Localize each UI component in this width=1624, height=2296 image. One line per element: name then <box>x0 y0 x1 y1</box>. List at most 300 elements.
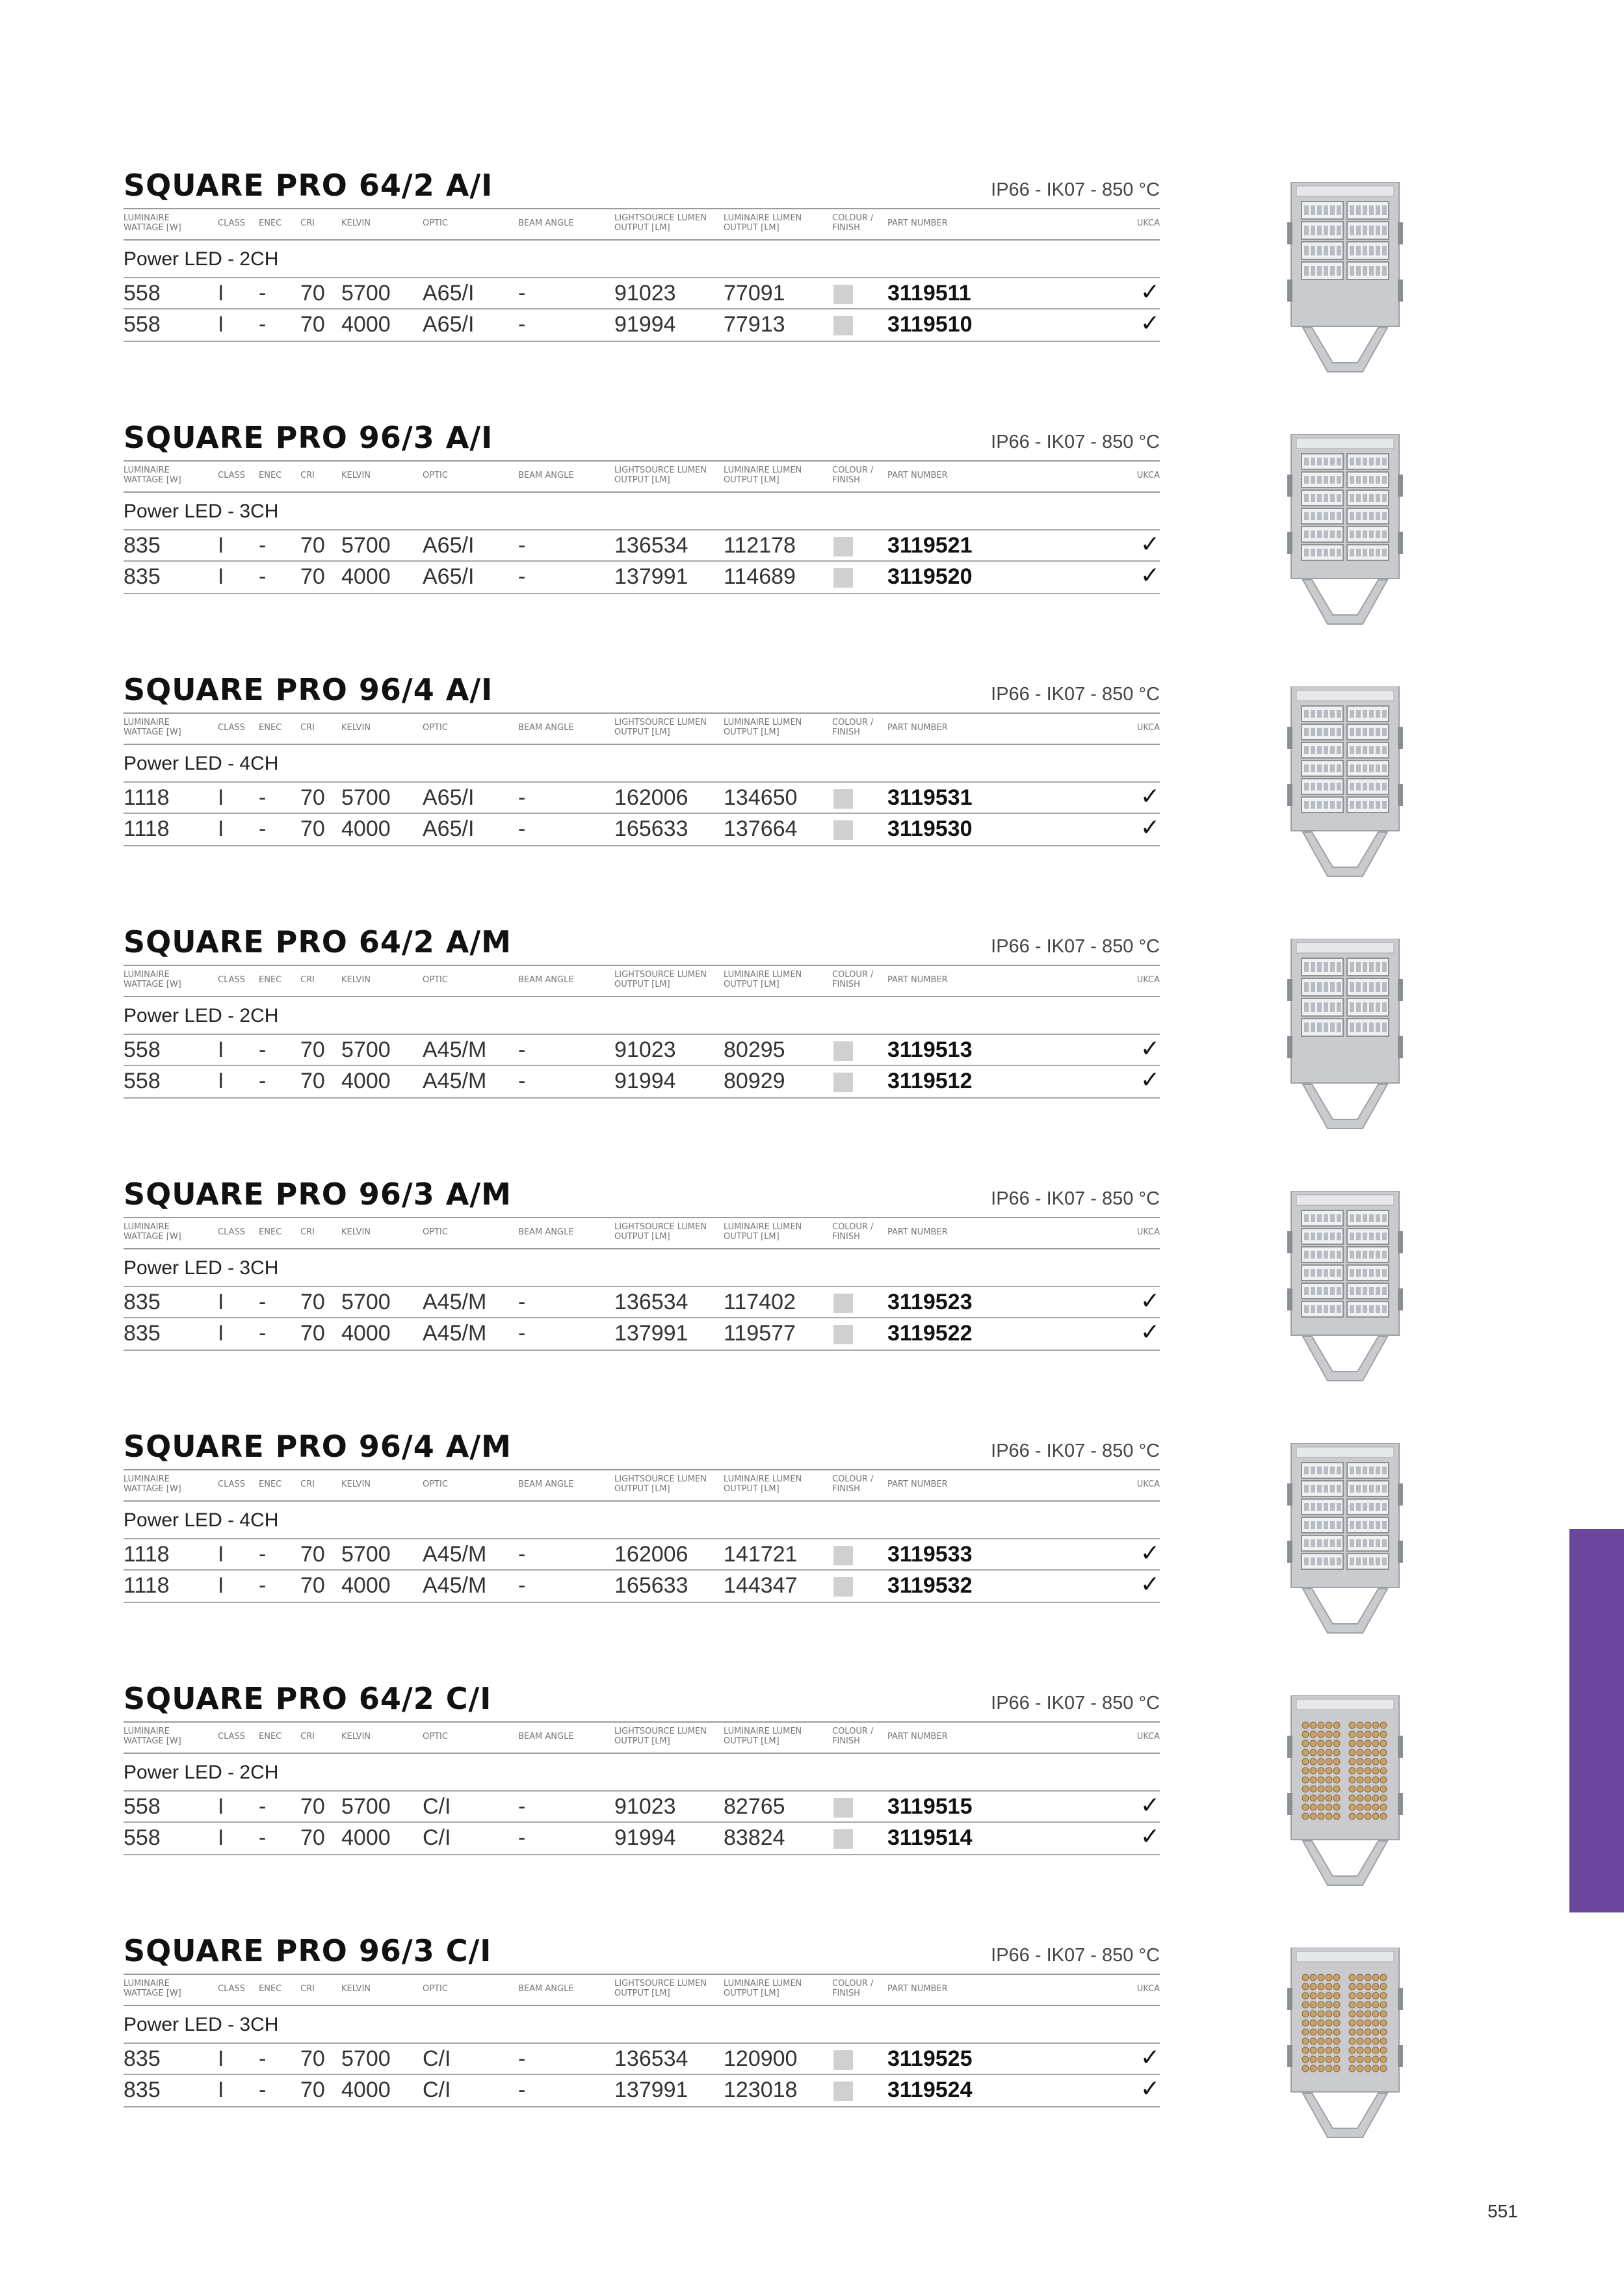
col-beam-angle: BEAM ANGLE <box>518 1732 574 1742</box>
col-luminaire-wattage <box>124 465 181 485</box>
cell-lightsource-lumen: 136534 <box>614 533 688 558</box>
col-lightsource-lumen-line2: OUTPUT [LM] <box>614 1232 670 1242</box>
col-colour-finish-line2: FINISH <box>832 1736 860 1746</box>
table-row <box>124 1569 1160 1603</box>
chapter-tab <box>1569 1529 1624 1912</box>
cell-wattage: 1118 <box>124 785 170 810</box>
cell-part-number: 3119523 <box>887 1290 973 1314</box>
col-optic: OPTIC <box>423 975 448 985</box>
col-luminaire-wattage <box>124 1222 181 1242</box>
table-header <box>124 1721 1160 1754</box>
col-optic: OPTIC <box>423 1732 448 1742</box>
check-icon: ✓ <box>1140 309 1160 336</box>
col-class: CLASS <box>218 471 246 480</box>
cell-beam-angle: - <box>518 1573 526 1598</box>
cell-class: I <box>218 533 224 558</box>
protection-rating: IP66 - IK07 - 850 °C <box>991 1441 1160 1461</box>
cell-class: I <box>218 785 224 810</box>
cell-wattage: 835 <box>124 2078 161 2102</box>
col-part-number: PART NUMBER <box>887 1732 948 1742</box>
table-header <box>124 712 1160 745</box>
table-header <box>124 460 1160 493</box>
col-luminaire-wattage <box>124 1474 181 1494</box>
check-icon: ✓ <box>1140 2044 1160 2070</box>
product-title: SQUARE PRO 96/4 A/I <box>124 672 493 707</box>
product-thumbnail <box>1287 1948 1403 2139</box>
col-luminaire-lumen <box>724 1979 802 1998</box>
cell-optic: A65/I <box>423 785 475 810</box>
table-row <box>124 2074 1160 2107</box>
col-kelvin: KELVIN <box>341 218 371 228</box>
col-luminaire-wattage-line2: WATTAGE [W] <box>124 475 181 485</box>
product-section <box>124 924 1160 1119</box>
col-luminaire-wattage-line2: WATTAGE [W] <box>124 1736 181 1746</box>
cell-kelvin: 4000 <box>341 2078 391 2102</box>
col-luminaire-wattage-line1: LUMINAIRE <box>124 1474 170 1484</box>
col-luminaire-wattage-line1: LUMINAIRE <box>124 718 170 727</box>
cell-optic: C/I <box>423 2046 451 2071</box>
cell-lightsource-lumen: 136534 <box>614 1290 688 1314</box>
col-colour-finish-line1: COLOUR / <box>832 1979 874 1989</box>
check-icon: ✓ <box>1140 1823 1160 1849</box>
cell-beam-angle: - <box>518 816 526 841</box>
col-ukca: UKCA <box>1136 1984 1160 1994</box>
cell-class: I <box>218 281 224 306</box>
cell-optic: C/I <box>423 1825 451 1850</box>
col-enec: ENEC <box>259 1732 282 1742</box>
check-icon: ✓ <box>1140 530 1160 557</box>
cell-part-number: 3119521 <box>887 533 973 558</box>
cell-class: I <box>218 1573 224 1598</box>
col-ukca: UKCA <box>1136 1480 1160 1489</box>
cell-enec: - <box>259 1037 267 1062</box>
col-luminaire-lumen <box>724 465 802 485</box>
table-header <box>124 1217 1160 1249</box>
cell-enec: - <box>259 1825 267 1850</box>
col-kelvin: KELVIN <box>341 1984 371 1994</box>
cell-luminaire-lumen: 137664 <box>724 816 798 841</box>
col-optic: OPTIC <box>423 723 448 733</box>
cell-beam-angle: - <box>518 1069 526 1093</box>
col-luminaire-lumen-line1: LUMINAIRE LUMEN <box>724 718 802 727</box>
col-luminaire-wattage <box>124 970 181 989</box>
cell-class: I <box>218 1069 224 1093</box>
cell-wattage: 558 <box>124 281 161 306</box>
col-beam-angle: BEAM ANGLE <box>518 218 574 228</box>
cell-optic: A65/I <box>423 564 475 589</box>
col-enec: ENEC <box>259 1227 282 1237</box>
cell-class: I <box>218 1037 224 1062</box>
table-row <box>124 1065 1160 1099</box>
table-row <box>124 308 1160 342</box>
check-icon: ✓ <box>1140 2075 1160 2102</box>
led-group-label: Power LED - 4CH <box>124 1509 279 1531</box>
col-luminaire-wattage-line2: WATTAGE [W] <box>124 980 181 989</box>
led-group-label: Power LED - 3CH <box>124 501 279 522</box>
cell-beam-angle: - <box>518 533 526 558</box>
col-luminaire-wattage-line2: WATTAGE [W] <box>124 1989 181 1998</box>
cell-luminaire-lumen: 117402 <box>724 1290 796 1314</box>
cell-luminaire-lumen: 123018 <box>724 2078 798 2102</box>
cell-wattage: 558 <box>124 312 161 337</box>
col-lightsource-lumen-line2: OUTPUT [LM] <box>614 980 670 989</box>
cell-luminaire-lumen: 80929 <box>724 1069 785 1093</box>
cell-wattage: 1118 <box>124 816 170 841</box>
col-lightsource-lumen-line2: OUTPUT [LM] <box>614 1484 670 1494</box>
col-luminaire-lumen-line1: LUMINAIRE LUMEN <box>724 465 802 475</box>
col-cri: CRI <box>300 723 315 733</box>
col-colour-finish-line1: COLOUR / <box>832 718 874 727</box>
col-class: CLASS <box>218 723 246 733</box>
table-header <box>124 208 1160 241</box>
col-part-number: PART NUMBER <box>887 1480 948 1489</box>
cell-enec: - <box>259 1794 267 1819</box>
col-luminaire-wattage-line2: WATTAGE [W] <box>124 1484 181 1494</box>
col-lightsource-lumen-line1: LIGHTSOURCE LUMEN <box>614 718 707 727</box>
col-colour-finish-line2: FINISH <box>832 980 860 989</box>
product-title: SQUARE PRO 96/3 C/I <box>124 1933 492 1968</box>
cell-optic: A45/M <box>423 1542 487 1567</box>
col-optic: OPTIC <box>423 1480 448 1489</box>
col-enec: ENEC <box>259 218 282 228</box>
col-luminaire-lumen-line2: OUTPUT [LM] <box>724 1989 779 1998</box>
cell-class: I <box>218 1794 224 1819</box>
cell-lightsource-lumen: 91994 <box>614 312 676 337</box>
cell-wattage: 558 <box>124 1069 161 1093</box>
table-row <box>124 560 1160 594</box>
col-luminaire-wattage-line1: LUMINAIRE <box>124 1222 170 1232</box>
product-title: SQUARE PRO 96/3 A/M <box>124 1177 512 1212</box>
col-enec: ENEC <box>259 471 282 480</box>
cell-optic: C/I <box>423 1794 451 1819</box>
cell-luminaire-lumen: 141721 <box>724 1542 798 1567</box>
cell-kelvin: 5700 <box>341 1542 391 1567</box>
product-section <box>124 168 1160 363</box>
protection-rating: IP66 - IK07 - 850 °C <box>991 179 1160 200</box>
cell-cri: 70 <box>300 1069 325 1093</box>
cell-kelvin: 4000 <box>341 1069 391 1093</box>
product-title: SQUARE PRO 64/2 C/I <box>124 1681 492 1716</box>
cell-enec: - <box>259 1542 267 1567</box>
cell-luminaire-lumen: 114689 <box>724 564 796 589</box>
protection-rating: IP66 - IK07 - 850 °C <box>991 684 1160 705</box>
col-colour-finish-line1: COLOUR / <box>832 1222 874 1232</box>
cell-cri: 70 <box>300 785 325 810</box>
col-luminaire-lumen <box>724 1222 802 1242</box>
cell-beam-angle: - <box>518 1037 526 1062</box>
floodlight-product-image <box>1287 1948 1403 2139</box>
colour-swatch <box>833 568 853 588</box>
cell-class: I <box>218 816 224 841</box>
check-icon: ✓ <box>1140 783 1160 809</box>
protection-rating: IP66 - IK07 - 850 °C <box>991 1693 1160 1714</box>
col-part-number: PART NUMBER <box>887 218 948 228</box>
cell-lightsource-lumen: 165633 <box>614 816 688 841</box>
protection-rating: IP66 - IK07 - 850 °C <box>991 1188 1160 1209</box>
col-luminaire-lumen-line1: LUMINAIRE LUMEN <box>724 970 802 980</box>
col-colour-finish-line2: FINISH <box>832 1989 860 1998</box>
floodlight-product-image <box>1287 1443 1403 1635</box>
cell-wattage: 835 <box>124 564 161 589</box>
table-row <box>124 277 1160 309</box>
cell-part-number: 3119531 <box>887 785 973 810</box>
col-ukca: UKCA <box>1136 471 1160 480</box>
col-enec: ENEC <box>259 975 282 985</box>
cell-enec: - <box>259 1069 267 1093</box>
colour-swatch <box>833 789 853 809</box>
col-lightsource-lumen-line1: LIGHTSOURCE LUMEN <box>614 1979 707 1989</box>
cell-wattage: 1118 <box>124 1573 170 1598</box>
cell-beam-angle: - <box>518 312 526 337</box>
col-class: CLASS <box>218 1227 246 1237</box>
col-class: CLASS <box>218 1732 246 1742</box>
cell-beam-angle: - <box>518 1794 526 1819</box>
cell-luminaire-lumen: 112178 <box>724 533 796 558</box>
col-lightsource-lumen <box>614 213 707 233</box>
col-cri: CRI <box>300 1227 315 1237</box>
product-section <box>124 1177 1160 1372</box>
cell-lightsource-lumen: 162006 <box>614 785 688 810</box>
cell-optic: A45/M <box>423 1290 487 1314</box>
cell-enec: - <box>259 564 267 589</box>
col-lightsource-lumen-line2: OUTPUT [LM] <box>614 727 670 737</box>
col-beam-angle: BEAM ANGLE <box>518 723 574 733</box>
col-lightsource-lumen-line2: OUTPUT [LM] <box>614 475 670 485</box>
col-luminaire-lumen <box>724 213 802 233</box>
cell-kelvin: 4000 <box>341 1573 391 1598</box>
col-luminaire-wattage <box>124 1979 181 1998</box>
col-part-number: PART NUMBER <box>887 1227 948 1237</box>
colour-swatch <box>833 1546 853 1565</box>
cell-kelvin: 4000 <box>341 312 391 337</box>
check-icon: ✓ <box>1140 814 1160 841</box>
col-lightsource-lumen <box>614 718 707 737</box>
colour-swatch <box>833 1073 853 1092</box>
cell-luminaire-lumen: 134650 <box>724 785 798 810</box>
table-row <box>124 1317 1160 1351</box>
cell-part-number: 3119515 <box>887 1794 973 1819</box>
col-ukca: UKCA <box>1136 1227 1160 1237</box>
col-luminaire-wattage <box>124 213 181 233</box>
table-row <box>124 813 1160 846</box>
col-beam-angle: BEAM ANGLE <box>518 975 574 985</box>
product-title: SQUARE PRO 64/2 A/I <box>124 168 493 203</box>
table-row <box>124 2042 1160 2075</box>
cell-optic: A45/M <box>423 1573 487 1598</box>
cell-wattage: 1118 <box>124 1542 170 1567</box>
col-lightsource-lumen-line1: LIGHTSOURCE LUMEN <box>614 213 707 223</box>
cell-cri: 70 <box>300 2078 325 2102</box>
colour-swatch <box>833 2050 853 2070</box>
cell-enec: - <box>259 2046 267 2071</box>
cell-part-number: 3119524 <box>887 2078 973 2102</box>
cell-part-number: 3119520 <box>887 564 973 589</box>
product-thumbnail <box>1287 1191 1403 1383</box>
col-colour-finish-line2: FINISH <box>832 1484 860 1494</box>
cell-part-number: 3119525 <box>887 2046 973 2071</box>
product-title: SQUARE PRO 64/2 A/M <box>124 924 512 959</box>
cell-luminaire-lumen: 119577 <box>724 1321 796 1346</box>
cell-cri: 70 <box>300 1321 325 1346</box>
col-luminaire-wattage-line1: LUMINAIRE <box>124 1727 170 1736</box>
colour-swatch <box>833 1829 853 1849</box>
col-luminaire-lumen-line1: LUMINAIRE LUMEN <box>724 1474 802 1484</box>
col-luminaire-lumen-line2: OUTPUT [LM] <box>724 727 779 737</box>
check-icon: ✓ <box>1140 562 1160 588</box>
col-kelvin: KELVIN <box>341 1732 371 1742</box>
table-row <box>124 781 1160 814</box>
col-lightsource-lumen-line1: LIGHTSOURCE LUMEN <box>614 1727 707 1736</box>
check-icon: ✓ <box>1140 1571 1160 1597</box>
cell-cri: 70 <box>300 1825 325 1850</box>
cell-kelvin: 5700 <box>341 1037 391 1062</box>
protection-rating: IP66 - IK07 - 850 °C <box>991 432 1160 452</box>
colour-swatch <box>833 820 853 840</box>
col-lightsource-lumen <box>614 1222 707 1242</box>
cell-enec: - <box>259 2078 267 2102</box>
col-luminaire-wattage-line2: WATTAGE [W] <box>124 727 181 737</box>
col-kelvin: KELVIN <box>341 1227 371 1237</box>
cell-class: I <box>218 312 224 337</box>
col-beam-angle: BEAM ANGLE <box>518 471 574 480</box>
floodlight-product-image <box>1287 1191 1403 1383</box>
cell-class: I <box>218 1542 224 1567</box>
floodlight-product-image <box>1287 182 1403 374</box>
check-icon: ✓ <box>1140 1287 1160 1314</box>
col-class: CLASS <box>218 1984 246 1994</box>
product-thumbnail <box>1287 1695 1403 1887</box>
col-lightsource-lumen <box>614 465 707 485</box>
col-colour-finish-line1: COLOUR / <box>832 1474 874 1484</box>
col-luminaire-lumen-line2: OUTPUT [LM] <box>724 980 779 989</box>
cell-class: I <box>218 1321 224 1346</box>
col-cri: CRI <box>300 218 315 228</box>
cell-optic: A45/M <box>423 1037 487 1062</box>
cell-enec: - <box>259 1321 267 1346</box>
col-optic: OPTIC <box>423 218 448 228</box>
col-lightsource-lumen-line2: OUTPUT [LM] <box>614 1989 670 1998</box>
cell-beam-angle: - <box>518 281 526 306</box>
cell-kelvin: 4000 <box>341 564 391 589</box>
cell-optic: A65/I <box>423 281 475 306</box>
col-enec: ENEC <box>259 1480 282 1489</box>
col-cri: CRI <box>300 975 315 985</box>
cell-luminaire-lumen: 77091 <box>724 281 785 306</box>
colour-swatch <box>833 2081 853 2101</box>
cell-class: I <box>218 2078 224 2102</box>
cell-optic: A45/M <box>423 1321 487 1346</box>
product-section <box>124 1933 1160 2128</box>
cell-part-number: 3119530 <box>887 816 973 841</box>
colour-swatch <box>833 1041 853 1061</box>
col-colour-finish <box>832 1727 873 1746</box>
col-class: CLASS <box>218 1480 246 1489</box>
cell-lightsource-lumen: 91023 <box>614 1794 676 1819</box>
cell-beam-angle: - <box>518 564 526 589</box>
product-section <box>124 672 1160 867</box>
col-cri: CRI <box>300 1984 315 1994</box>
cell-enec: - <box>259 1290 267 1314</box>
check-icon: ✓ <box>1140 1318 1160 1345</box>
cell-cri: 70 <box>300 312 325 337</box>
col-colour-finish-line2: FINISH <box>832 475 860 485</box>
col-colour-finish <box>832 718 873 737</box>
cell-lightsource-lumen: 162006 <box>614 1542 688 1567</box>
col-luminaire-lumen-line1: LUMINAIRE LUMEN <box>724 213 802 223</box>
col-lightsource-lumen-line2: OUTPUT [LM] <box>614 223 670 233</box>
check-icon: ✓ <box>1140 278 1160 305</box>
col-kelvin: KELVIN <box>341 975 371 985</box>
cell-part-number: 3119513 <box>887 1037 973 1062</box>
product-title: SQUARE PRO 96/4 A/M <box>124 1429 512 1464</box>
cell-enec: - <box>259 1573 267 1598</box>
col-colour-finish-line1: COLOUR / <box>832 213 874 223</box>
col-colour-finish-line1: COLOUR / <box>832 1727 874 1736</box>
cell-enec: - <box>259 785 267 810</box>
col-beam-angle: BEAM ANGLE <box>518 1984 574 1994</box>
cell-wattage: 835 <box>124 533 161 558</box>
led-group-label: Power LED - 2CH <box>124 1005 279 1026</box>
col-luminaire-lumen <box>724 1727 802 1746</box>
table-row <box>124 1286 1160 1318</box>
col-luminaire-lumen-line2: OUTPUT [LM] <box>724 223 779 233</box>
check-icon: ✓ <box>1140 1792 1160 1818</box>
col-class: CLASS <box>218 975 246 985</box>
col-colour-finish <box>832 213 873 233</box>
table-header <box>124 965 1160 997</box>
col-colour-finish <box>832 1222 873 1242</box>
cell-lightsource-lumen: 91994 <box>614 1825 676 1850</box>
col-luminaire-lumen <box>724 1474 802 1494</box>
cell-cri: 70 <box>300 533 325 558</box>
col-luminaire-lumen-line2: OUTPUT [LM] <box>724 475 779 485</box>
table-row <box>124 1538 1160 1571</box>
cell-wattage: 835 <box>124 1321 161 1346</box>
col-colour-finish-line2: FINISH <box>832 223 860 233</box>
product-thumbnail <box>1287 1443 1403 1635</box>
col-kelvin: KELVIN <box>341 1480 371 1489</box>
col-luminaire-wattage-line1: LUMINAIRE <box>124 213 170 223</box>
col-class: CLASS <box>218 218 246 228</box>
cell-kelvin: 5700 <box>341 1794 391 1819</box>
colour-swatch <box>833 537 853 556</box>
cell-cri: 70 <box>300 2046 325 2071</box>
col-enec: ENEC <box>259 723 282 733</box>
col-optic: OPTIC <box>423 471 448 480</box>
cell-class: I <box>218 564 224 589</box>
product-thumbnail <box>1287 182 1403 374</box>
cell-wattage: 558 <box>124 1825 161 1850</box>
cell-enec: - <box>259 816 267 841</box>
col-luminaire-wattage <box>124 718 181 737</box>
cell-lightsource-lumen: 91023 <box>614 281 676 306</box>
cell-enec: - <box>259 312 267 337</box>
cell-beam-angle: - <box>518 1290 526 1314</box>
cell-cri: 70 <box>300 1573 325 1598</box>
cell-luminaire-lumen: 83824 <box>724 1825 785 1850</box>
col-luminaire-lumen-line1: LUMINAIRE LUMEN <box>724 1222 802 1232</box>
cell-kelvin: 5700 <box>341 533 391 558</box>
col-lightsource-lumen-line2: OUTPUT [LM] <box>614 1736 670 1746</box>
col-optic: OPTIC <box>423 1984 448 1994</box>
col-colour-finish <box>832 970 873 989</box>
cell-lightsource-lumen: 91994 <box>614 1069 676 1093</box>
table-header <box>124 1974 1160 2006</box>
cell-luminaire-lumen: 82765 <box>724 1794 785 1819</box>
col-lightsource-lumen <box>614 1727 707 1746</box>
col-enec: ENEC <box>259 1984 282 1994</box>
cell-lightsource-lumen: 137991 <box>614 564 688 589</box>
